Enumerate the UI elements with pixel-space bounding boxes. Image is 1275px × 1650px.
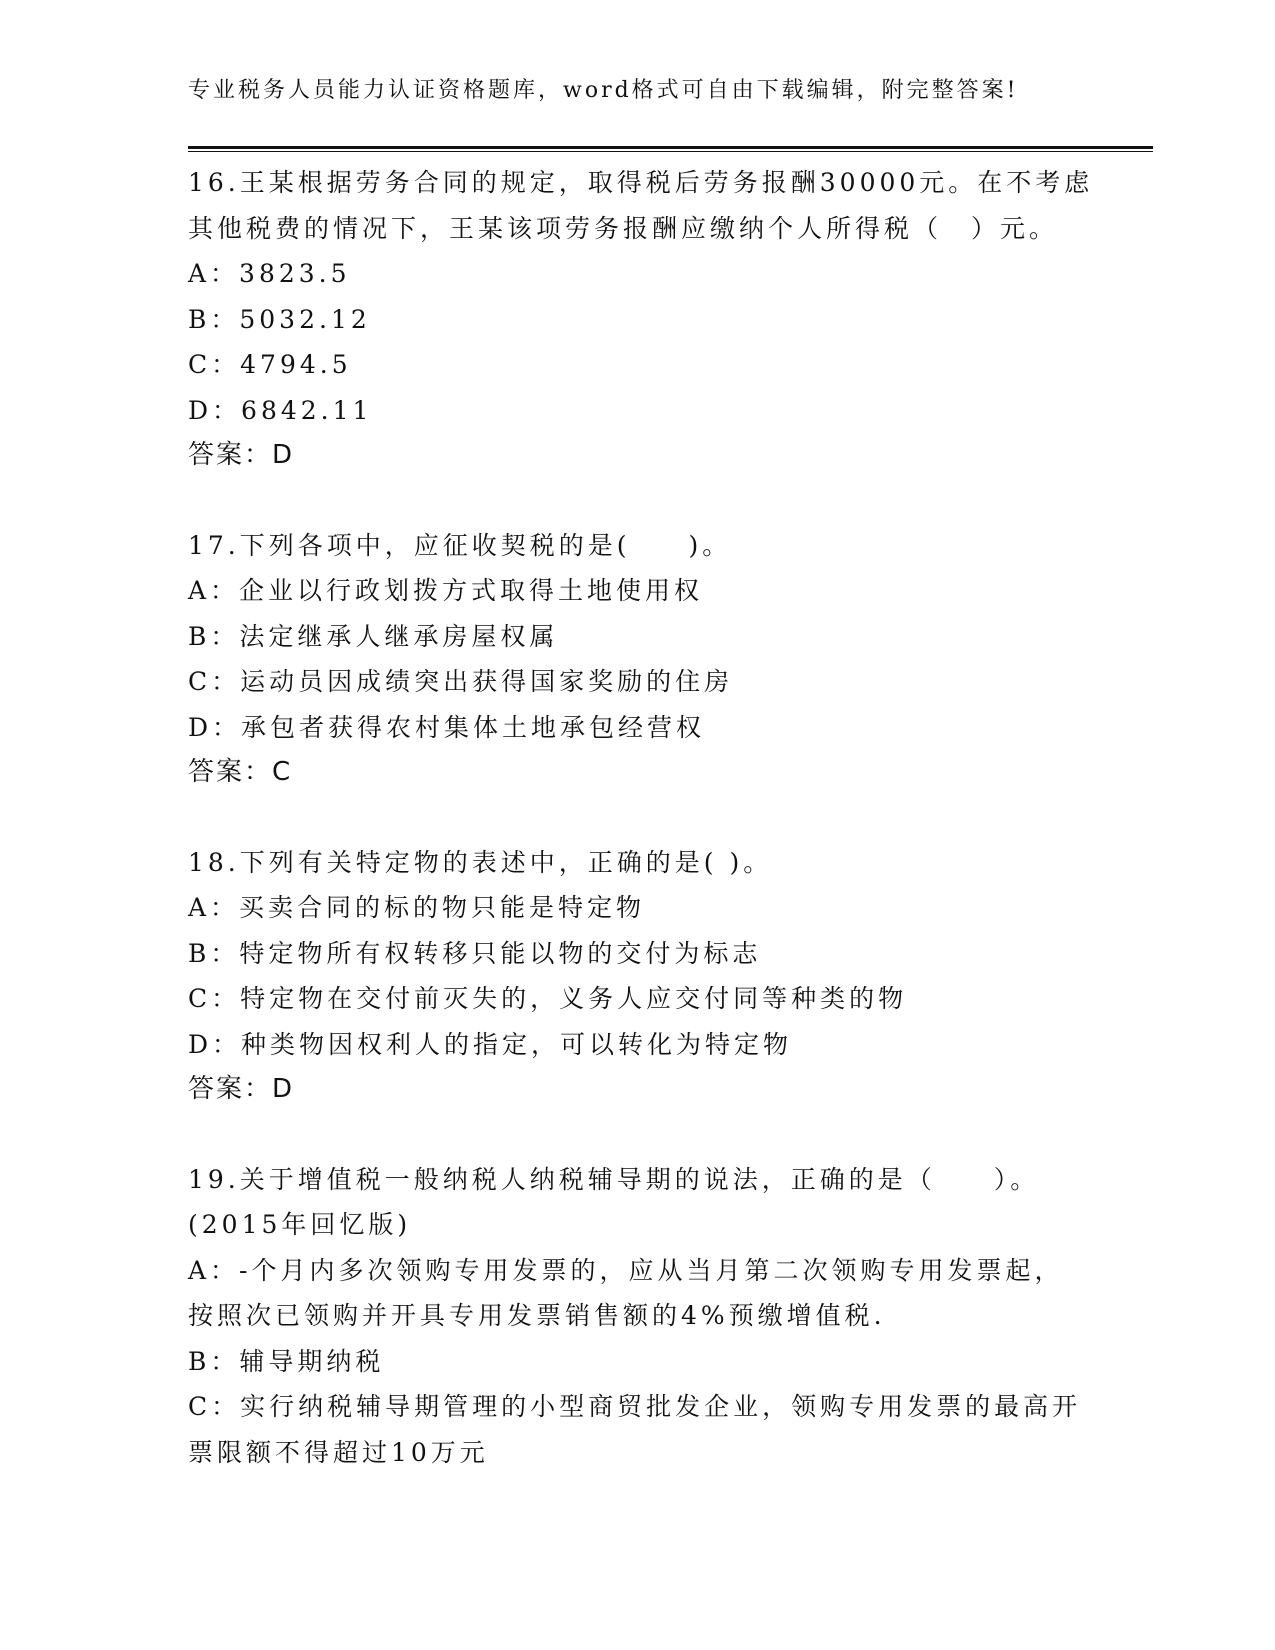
answer-option: C：实行纳税辅导期管理的小型商贸批发企业，领购专用发票的最高开 xyxy=(188,1392,1082,1421)
question-block xyxy=(188,523,1108,796)
answer-option: A：-个月内多次领购专用发票的，应从当月第二次领购专用发票起， xyxy=(188,1255,1064,1285)
answer-option: D：6842.11 xyxy=(188,395,373,425)
answer-option: D：承包者获得农村集体土地承包经营权 xyxy=(188,712,706,742)
answer-option: B：5032.12 xyxy=(188,304,371,334)
question-stem: 17.下列各项中，应征收契税的是( )。 xyxy=(188,530,732,560)
question-stem: 19.关于增值税一般纳税人纳税辅导期的说法，正确的是（ ）。 xyxy=(188,1164,1040,1194)
answer-option: C：4794.5 xyxy=(188,350,352,379)
question-stem: (2015年回忆版) xyxy=(188,1210,412,1239)
question-stem: 18.下列有关特定物的表述中，正确的是( )。 xyxy=(188,847,773,877)
question-block xyxy=(188,160,1108,479)
answer-option: D：种类物因权利人的指定，可以转化为特定物 xyxy=(188,1029,793,1059)
answer-option: 按照次已领购并开具专用发票销售额的4%预缴增值税. xyxy=(188,1301,886,1330)
answer-option: C：特定物在交付前灭失的，义务人应交付同等种类的物 xyxy=(188,984,908,1013)
answer-option: 票限额不得超过10万元 xyxy=(188,1437,489,1467)
answer-key: 答案：D xyxy=(188,440,295,470)
answer-option: B：辅导期纳税 xyxy=(188,1346,385,1376)
header-rule-thick xyxy=(188,146,1153,149)
answer-option: A：3823.5 xyxy=(188,259,351,288)
answer-option: C：运动员因成绩突出获得国家奖励的住房 xyxy=(188,667,734,696)
answer-option: A：买卖合同的标的物只能是特定物 xyxy=(188,893,646,922)
page-header: 专业税务人员能力认证资格题库，word格式可自由下载编辑，附完整答案! xyxy=(188,78,1019,103)
header-rule-thin xyxy=(188,151,1153,152)
answer-option: B：法定继承人继承房屋权属 xyxy=(188,621,559,651)
answer-option: B：特定物所有权转移只能以物的交付为标志 xyxy=(188,938,762,968)
answer-key: 答案：D xyxy=(188,1074,295,1104)
question-stem: 其他税费的情况下，王某该项劳务报酬应缴纳个人所得税（ ）元。 xyxy=(188,213,1059,243)
question-list xyxy=(188,160,1108,1519)
question-block xyxy=(188,1157,1108,1476)
question-block xyxy=(188,840,1108,1113)
answer-key: 答案：C xyxy=(188,757,293,787)
answer-option: A：企业以行政划拨方式取得土地使用权 xyxy=(188,576,704,605)
question-stem: 16.王某根据劳务合同的规定，取得税后劳务报酬30000元。在不考虑 xyxy=(188,168,1094,197)
